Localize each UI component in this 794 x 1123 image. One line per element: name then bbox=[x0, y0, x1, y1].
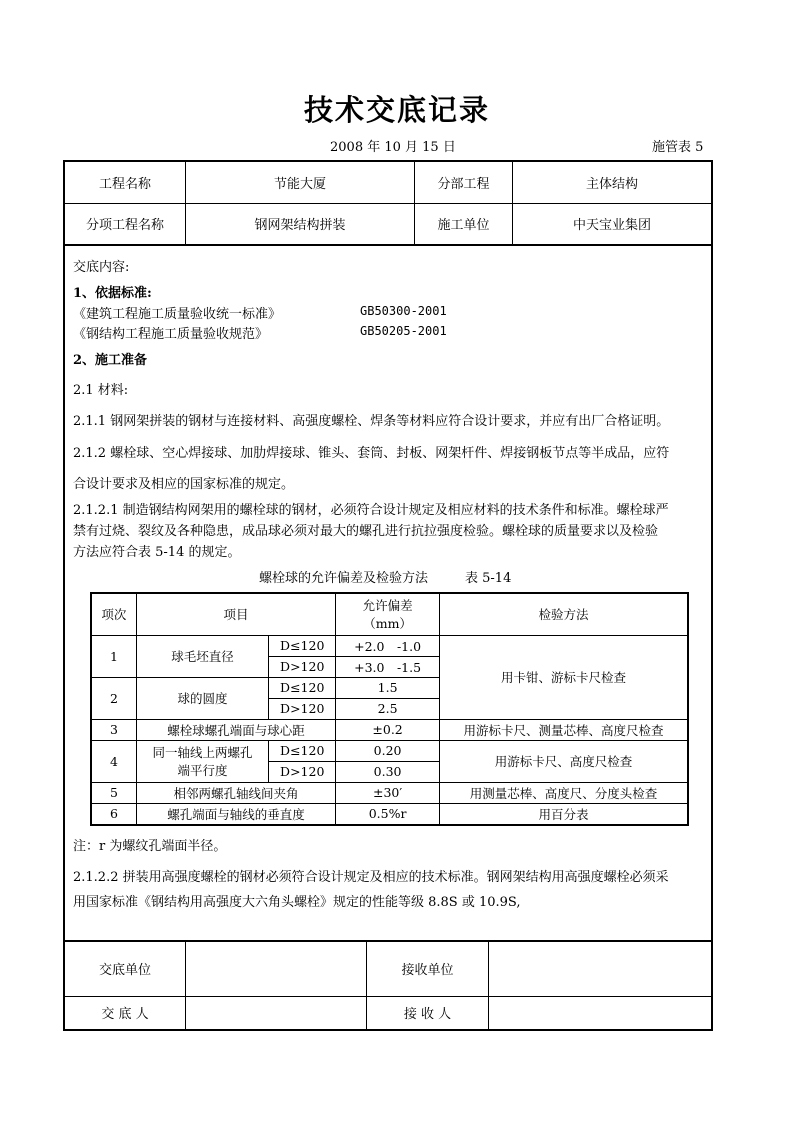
table-row bbox=[91, 782, 688, 803]
cell: 5 bbox=[91, 782, 136, 803]
intro: 交底内容: bbox=[73, 260, 130, 275]
cell: 球毛坯直径 bbox=[136, 635, 268, 677]
cell: +3.0 -1.5 bbox=[336, 656, 440, 677]
para-2-1-2-1: 2.1.2.1 制造钢结构网架用的螺栓球的钢材，必须符合设计规定及相应材料的技术条件和标准。螺栓球严 bbox=[73, 503, 669, 518]
para-2-1-2-1-cont: 禁有过烧、裂纹及各种隐患，成品球必须对最大的螺孔进行抗拉强度检验。螺栓球的质量要求以及检验 bbox=[73, 524, 659, 539]
table-note: 注：r 为螺纹孔端面半径。 bbox=[73, 839, 227, 854]
cell: D≤120 bbox=[269, 677, 336, 698]
cell-line: 同一轴线上两螺孔 bbox=[152, 745, 253, 760]
page-title: 技术交底记录 bbox=[303, 93, 490, 127]
cell: 螺孔端面与轴线的垂直度 bbox=[136, 803, 335, 825]
section-1-heading: 1、依据标准: bbox=[73, 286, 152, 301]
cell: ±30′ bbox=[336, 782, 440, 803]
cell: 用测量芯棒、高度尺、分度头检查 bbox=[440, 782, 689, 803]
para-2-1: 2.1 材料: bbox=[73, 383, 129, 398]
cell: 0.30 bbox=[336, 761, 440, 782]
cell: 螺栓球螺孔端面与球心距 bbox=[136, 719, 335, 740]
cell: ±0.2 bbox=[336, 719, 440, 740]
tolerance-label: 允许偏差 bbox=[362, 598, 413, 614]
cell: 0.20 bbox=[336, 740, 440, 761]
standard-1-name: 《建筑工程施工质量验收统一标准》 bbox=[73, 307, 282, 322]
cell: D>120 bbox=[269, 656, 336, 677]
cell: 1.5 bbox=[336, 677, 440, 698]
project-name: 节能大厦 bbox=[186, 161, 415, 203]
content-section bbox=[63, 246, 713, 940]
division: 主体结构 bbox=[513, 161, 713, 203]
subitem-label: 分项工程名称 bbox=[64, 203, 186, 245]
contractor-label: 施工单位 bbox=[415, 203, 513, 245]
cell: 0.5%r bbox=[336, 803, 440, 825]
para-2-1-2-2: 2.1.2.2 拼装用高强度螺栓的钢材必须符合设计规定及相应的技术标准。钢网架结构用高强度螺栓必须采 bbox=[73, 870, 669, 885]
cell: 用游标卡尺、测量芯棒、高度尺检查 bbox=[440, 719, 689, 740]
para-2-1-2: 2.1.2 螺栓球、空心焊接球、加肋焊接球、锥头、套筒、封板、网架杆件、焊接钢板节点等半成品，应符 bbox=[73, 446, 670, 461]
record-date: 2008 年 10 月 15 日 bbox=[330, 140, 456, 155]
para-2-1-2-1-end: 方法应符合表 5-14 的规定。 bbox=[73, 545, 241, 560]
cell: 3 bbox=[91, 719, 136, 740]
cell: 1 bbox=[91, 635, 136, 677]
cell: 6 bbox=[91, 803, 136, 825]
receive-unit bbox=[489, 941, 713, 996]
cell: 用游标卡尺、高度尺检查 bbox=[440, 740, 689, 782]
cell: 2.5 bbox=[336, 698, 440, 719]
cell: D≤120 bbox=[269, 740, 336, 761]
table-row bbox=[91, 740, 688, 761]
cell: 相邻两螺孔轴线间夹角 bbox=[136, 782, 335, 803]
cell: D≤120 bbox=[269, 635, 336, 656]
cell: 用卡钳、游标卡尺检查 bbox=[440, 635, 689, 719]
standard-2-name: 《钢结构工程施工质量验收规范》 bbox=[73, 327, 269, 342]
col-header-no: 项次 bbox=[91, 593, 136, 635]
standard-2-code: GB50205-2001 bbox=[360, 324, 447, 338]
table-row bbox=[91, 719, 688, 740]
cell: D>120 bbox=[269, 761, 336, 782]
cell: 用百分表 bbox=[440, 803, 689, 825]
form-number: 施管表 5 bbox=[652, 140, 704, 155]
cell: D>120 bbox=[269, 698, 336, 719]
cell: 球的圆度 bbox=[136, 677, 268, 719]
receive-person bbox=[489, 996, 713, 1030]
contractor: 中天宝业集团 bbox=[513, 203, 713, 245]
subitem: 钢网架结构拼装 bbox=[186, 203, 415, 245]
project-name-label: 工程名称 bbox=[64, 161, 186, 203]
para-2-1-1: 2.1.1 钢网架拼装的钢材与连接材料、高强度螺栓、焊条等材料应符合设计要求，并应有出厂合格证明。 bbox=[73, 414, 670, 429]
handover-unit bbox=[186, 941, 367, 996]
table-number: 表 5-14 bbox=[465, 571, 512, 586]
col-header-item: 项目 bbox=[136, 593, 335, 635]
handover-person-label: 交 底 人 bbox=[64, 996, 186, 1030]
tolerance-unit: （mm） bbox=[363, 616, 412, 632]
cell bbox=[136, 740, 268, 782]
handover-person bbox=[186, 996, 367, 1030]
col-header-tolerance bbox=[336, 593, 440, 635]
receive-person-label: 接 收 人 bbox=[367, 996, 489, 1030]
para-2-1-2-2-cont: 用国家标准《钢结构用高强度大六角头螺栓》规定的性能等级 8.8S 或 10.9S, bbox=[73, 895, 521, 910]
cell-line: 端平行度 bbox=[177, 763, 228, 778]
cell: 4 bbox=[91, 740, 136, 782]
header-table bbox=[63, 160, 713, 246]
signature-table bbox=[63, 940, 713, 1031]
receive-unit-label: 接收单位 bbox=[367, 941, 489, 996]
para-2-1-2-cont: 合设计要求及相应的国家标准的规定。 bbox=[73, 477, 295, 492]
table-row bbox=[91, 803, 688, 825]
section-2-heading: 2、施工准备 bbox=[73, 353, 148, 368]
cell: 2 bbox=[91, 677, 136, 719]
tolerance-table bbox=[90, 592, 689, 826]
handover-unit-label: 交底单位 bbox=[64, 941, 186, 996]
cell: +2.0 -1.0 bbox=[336, 635, 440, 656]
division-label: 分部工程 bbox=[415, 161, 513, 203]
standard-1-code: GB50300-2001 bbox=[360, 304, 447, 318]
table-caption: 螺栓球的允许偏差及检验方法 bbox=[259, 571, 429, 586]
table-row bbox=[91, 635, 688, 656]
col-header-method: 检验方法 bbox=[440, 593, 689, 635]
